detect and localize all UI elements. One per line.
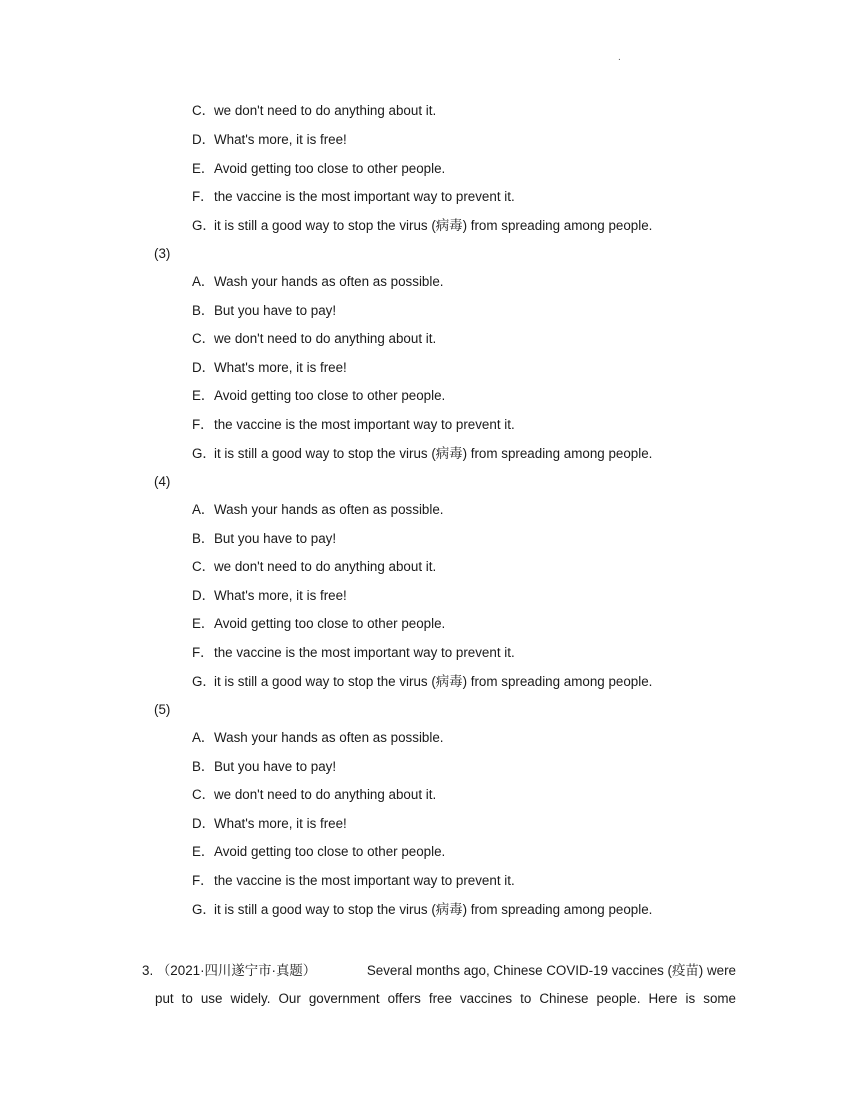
option-item: C．we don't need to do anything about it. [192,103,437,118]
question-number: 3. [142,963,154,978]
option-item: G．it is still a good way to stop the virus (病毒) from spreading among people. [192,446,653,461]
option-item: F．the vaccine is the most important way to prevent it. [192,189,515,204]
header-mark: . [618,52,621,63]
option-item: A．Wash your hands as often as possible. [192,730,444,745]
option-item: G．it is still a good way to stop the virus (病毒) from spreading among people. [192,218,653,233]
option-item: E．Avoid getting too close to other people. [192,844,446,859]
option-item: F．the vaccine is the most important way to prevent it. [192,645,515,660]
sub-question-number: (5) [154,702,171,717]
sub-question-number: (3) [154,246,171,261]
option-item: F．the vaccine is the most important way to prevent it. [192,417,515,432]
option-item: C．we don't need to do anything about it. [192,787,437,802]
question-3-passage [142,957,736,1013]
option-item: G．it is still a good way to stop the virus (病毒) from spreading among people. [192,674,653,689]
question-source: （2021·四川遂宁市·真题） [156,963,317,978]
option-item: C．we don't need to do anything about it. [192,331,437,346]
option-item: B．But you have to pay! [192,531,337,546]
option-item: C．we don't need to do anything about it. [192,559,437,574]
option-item: F．the vaccine is the most important way to prevent it. [192,873,515,888]
option-item: D．What's more, it is free! [192,132,347,147]
passage-line [142,957,736,985]
option-item: E．Avoid getting too close to other people. [192,388,446,403]
option-item: D．What's more, it is free! [192,588,347,603]
option-item: A．Wash your hands as often as possible. [192,502,444,517]
option-item: E．Avoid getting too close to other people. [192,161,446,176]
option-item: A．Wash your hands as often as possible. [192,274,444,289]
option-item: G．it is still a good way to stop the virus (病毒) from spreading among people. [192,902,653,917]
passage-text: Several months ago, Chinese COVID-19 vaccines (疫苗) were [366,963,736,978]
option-item: D．What's more, it is free! [192,360,347,375]
option-item: E．Avoid getting too close to other people. [192,616,446,631]
option-item: B．But you have to pay! [192,759,337,774]
option-item: B．But you have to pay! [192,303,337,318]
passage-text: put to use widely. Our government offers free vaccines to Chinese people. Here is some [155,991,736,1006]
sub-question-number: (4) [154,474,171,489]
option-item: D．What's more, it is free! [192,816,347,831]
